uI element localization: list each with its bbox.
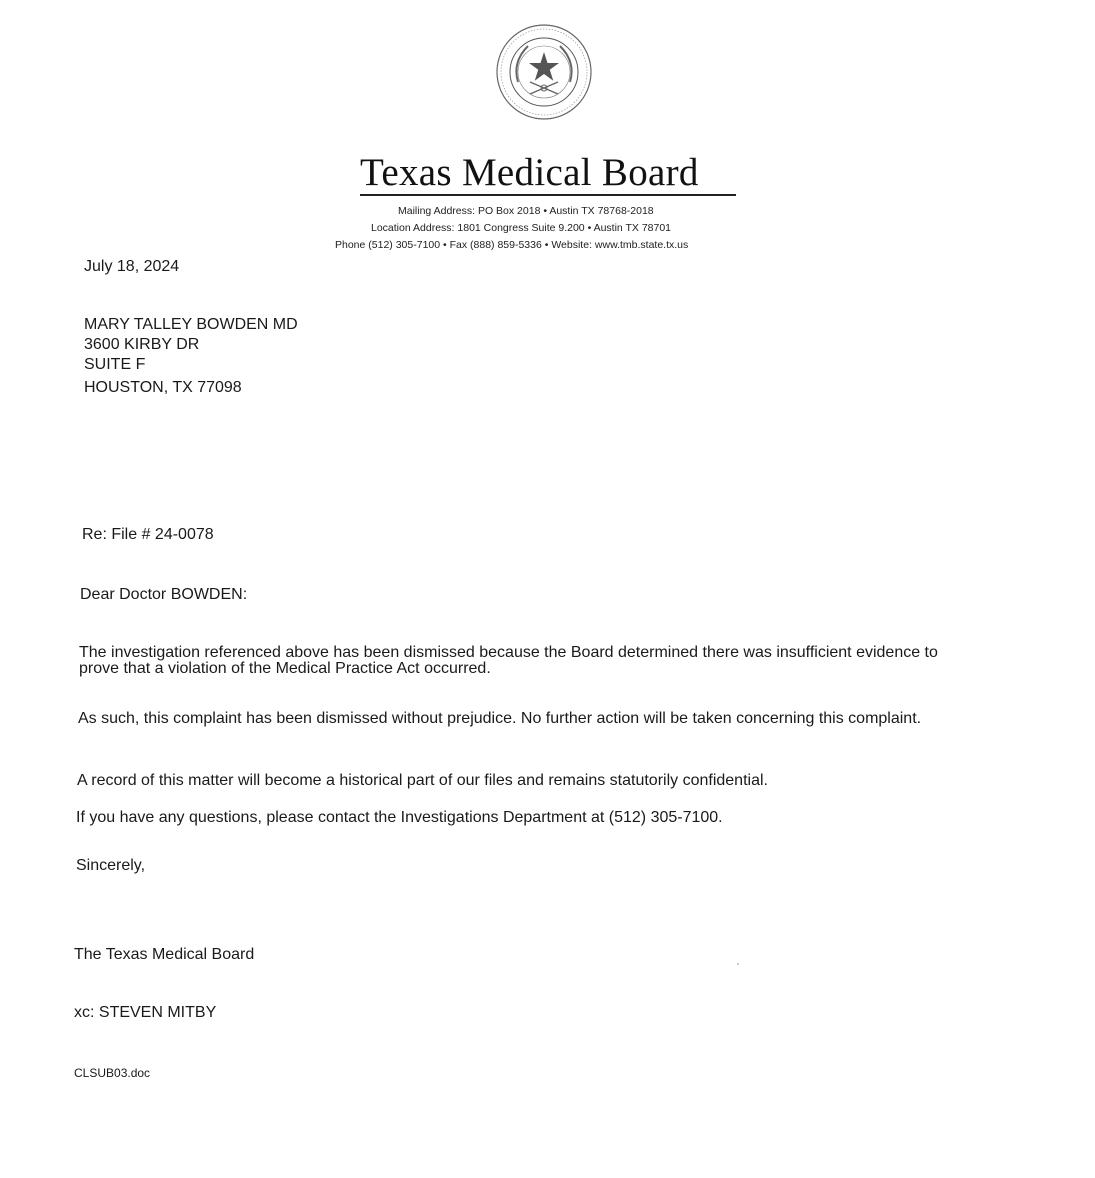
texas-state-seal-icon <box>494 22 594 122</box>
body-paragraph-2: As such, this complaint has been dismissed without prejudice. No further action will be taken concerning this complaint. <box>78 710 922 727</box>
signature: The Texas Medical Board <box>74 946 255 963</box>
body-paragraph-1: The investigation referenced above has been dismissed because the Board determined there was insufficient evidence to prove that a violation of the Medical Practice Act occurred. <box>79 644 938 677</box>
reference-line: Re: File # 24-0078 <box>82 526 214 543</box>
org-name: Texas Medical Board <box>360 151 699 194</box>
recipient-street: 3600 KIRBY DR <box>84 336 200 353</box>
body-paragraph-4: If you have any questions, please contact the Investigations Department at (512) 305-7100. <box>76 809 723 826</box>
location-address: Location Address: 1801 Congress Suite 9.200 • Austin TX 78701 <box>371 222 672 234</box>
document-id: CLSUB03.doc <box>74 1066 151 1080</box>
scan-speck <box>737 963 739 965</box>
closing: Sincerely, <box>76 857 146 874</box>
letter-date: July 18, 2024 <box>84 258 180 275</box>
salutation: Dear Doctor BOWDEN: <box>80 586 248 603</box>
letterhead-rule <box>360 194 736 196</box>
mailing-address: Mailing Address: PO Box 2018 • Austin TX 78768-2018 <box>398 205 654 217</box>
recipient-name: MARY TALLEY BOWDEN MD <box>84 316 298 333</box>
recipient-city: HOUSTON, TX 77098 <box>84 379 242 396</box>
contact-line: Phone (512) 305-7100 • Fax (888) 859-5336 • Website: www.tmb.state.tx.us <box>335 239 689 251</box>
recipient-suite: SUITE F <box>84 356 146 373</box>
body-paragraph-3: A record of this matter will become a historical part of our files and remains statutorily confidential. <box>77 772 768 789</box>
cc-line: xc: STEVEN MITBY <box>74 1004 217 1021</box>
